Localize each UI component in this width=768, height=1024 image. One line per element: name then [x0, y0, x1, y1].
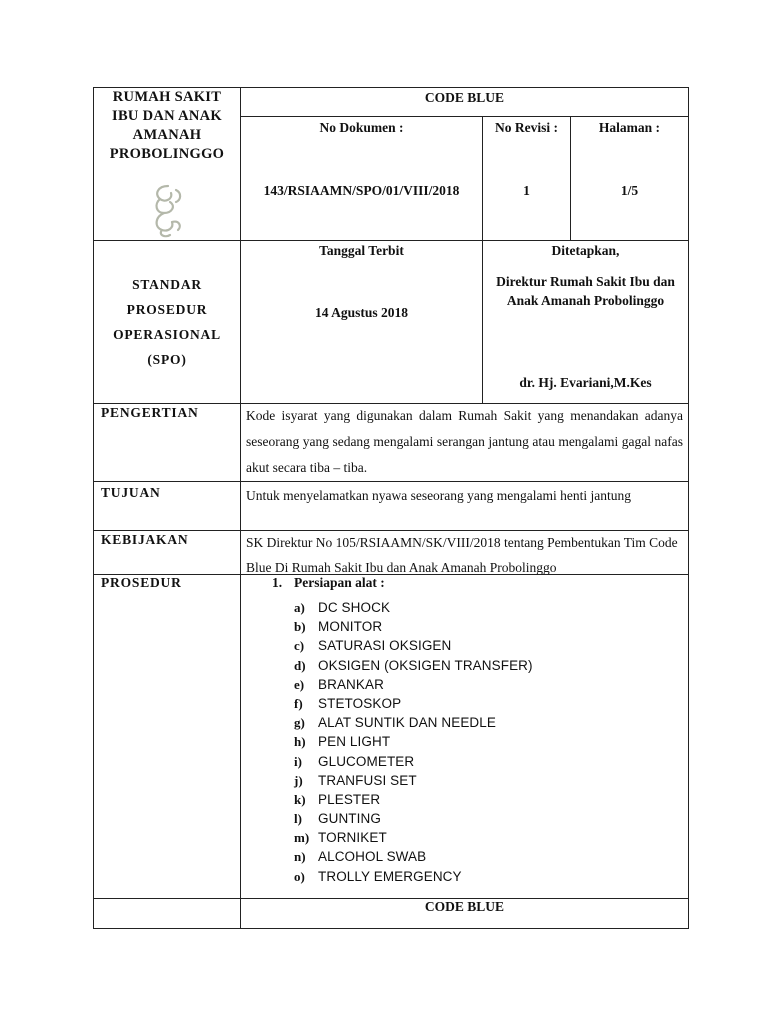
no-revisi-label: No Revisi : — [495, 120, 558, 135]
alat-list-item — [294, 598, 674, 617]
alat-marker: n) — [294, 849, 306, 865]
tanggal-value: 14 Agustus 2018 — [314, 305, 409, 320]
no-dokumen-label: No Dokumen : — [319, 120, 404, 135]
alat-list-item — [294, 675, 674, 694]
tanggal-cell — [240, 240, 483, 404]
tujuan-text: Untuk menyelamatkan nyawa seseorang yang mengalami henti jantung — [246, 488, 632, 503]
alat-list-item — [294, 713, 674, 732]
pengertian-text: Kode isyarat yang digunakan dalam Rumah Sakit yang menandakan adanya seseorang yang sedang mengalami serangan jantung atau mengalami gagal nafas akut secara tiba – tiba. — [246, 408, 683, 475]
no-dokumen-value: 143/RSIAAMN/SPO/01/VIII/2018 — [263, 183, 460, 198]
alat-list-item — [294, 867, 674, 886]
alat-marker: j) — [294, 772, 303, 788]
spo-title-line-2: PROSEDUR — [126, 302, 208, 317]
alat-list-item — [294, 694, 674, 713]
alat-text: PEN LIGHT — [318, 734, 391, 750]
alat-list-item — [294, 847, 674, 866]
footer-left-cell — [93, 898, 241, 929]
spo-title-line-4: (SPO) — [147, 352, 187, 367]
alat-list-item — [294, 636, 674, 655]
prosedur-label: PROSEDUR — [101, 575, 182, 590]
pengertian-label: PENGERTIAN — [101, 405, 199, 420]
alat-marker: d) — [294, 657, 306, 673]
alat-text: OKSIGEN (OKSIGEN TRANSFER) — [318, 657, 533, 673]
alat-list-item — [294, 809, 674, 828]
alat-marker: m) — [294, 830, 310, 846]
alat-marker: l) — [294, 811, 302, 827]
alat-list — [294, 598, 674, 886]
alat-text: TORNIKET — [318, 830, 387, 846]
alat-text: GLUCOMETER — [318, 753, 415, 769]
alat-list-item — [294, 617, 674, 636]
alat-text: GUNTING — [318, 811, 381, 827]
alat-list-item — [294, 828, 674, 847]
tanggal-label: Tanggal Terbit — [319, 243, 404, 258]
spo-title-line-3: OPERASIONAL — [113, 327, 221, 342]
alat-marker: g) — [294, 715, 305, 731]
alat-text: PLESTER — [318, 791, 381, 807]
alat-text: ALCOHOL SWAB — [318, 849, 427, 865]
alat-list-item — [294, 771, 674, 790]
footer-doc-title: CODE BLUE — [424, 899, 505, 914]
alat-text: TROLLY EMERGENCY — [318, 868, 462, 884]
alat-marker: k) — [294, 791, 306, 807]
alat-text: DC SHOCK — [318, 600, 391, 615]
ditetapkan-label: Ditetapkan, — [551, 243, 620, 258]
alat-list-item — [294, 732, 674, 751]
alat-marker: c) — [294, 638, 305, 654]
spo-title-line-1: STANDAR — [132, 277, 202, 292]
hospital-logo — [146, 180, 190, 240]
alat-marker: b) — [294, 619, 306, 635]
alat-marker: a) — [294, 600, 305, 615]
halaman-label: Halaman : — [598, 120, 661, 135]
alat-text: MONITOR — [318, 619, 383, 635]
prosedur-step-title: Persiapan alat : — [294, 575, 385, 590]
alat-marker: i) — [294, 753, 302, 769]
alat-list-item — [294, 790, 674, 809]
alat-text: ALAT SUNTIK DAN NEEDLE — [318, 715, 496, 731]
no-revisi-value: 1 — [523, 183, 530, 198]
alat-text: BRANKAR — [318, 676, 384, 692]
signatory-name: dr. Hj. Evariani,M.Kes — [519, 375, 652, 390]
alat-marker: f) — [294, 695, 303, 711]
tujuan-label: TUJUAN — [101, 485, 161, 500]
spo-title-cell — [93, 240, 241, 404]
halaman-value: 1/5 — [620, 183, 639, 198]
prosedur-step-number: 1. — [272, 575, 283, 590]
org-name: RUMAH SAKIT IBU DAN ANAK AMANAH PROBOLINGGO — [109, 89, 225, 162]
ditetapkan-by: Direktur Rumah Sakit Ibu dan Anak Amanah Probolinggo — [496, 274, 675, 308]
prosedur-label-cell — [93, 574, 241, 899]
alat-marker: h) — [294, 734, 306, 750]
alat-marker: o) — [294, 868, 305, 884]
alat-list-item — [294, 656, 674, 675]
alat-marker: e) — [294, 676, 305, 692]
alat-list-item — [294, 752, 674, 771]
alat-text: TRANFUSI SET — [318, 772, 417, 788]
kebijakan-text: SK Direktur No 105/RSIAAMN/SK/VIII/2018 tentang Pembentukan Tim Code Blue Di Rumah Sakit Ibu dan Anak Amanah Probolinggo — [246, 535, 678, 575]
alat-text: STETOSKOP — [318, 695, 402, 711]
kebijakan-label: KEBIJAKAN — [101, 532, 189, 547]
doc-title: CODE BLUE — [424, 90, 505, 105]
alat-text: SATURASI OKSIGEN — [318, 638, 452, 654]
